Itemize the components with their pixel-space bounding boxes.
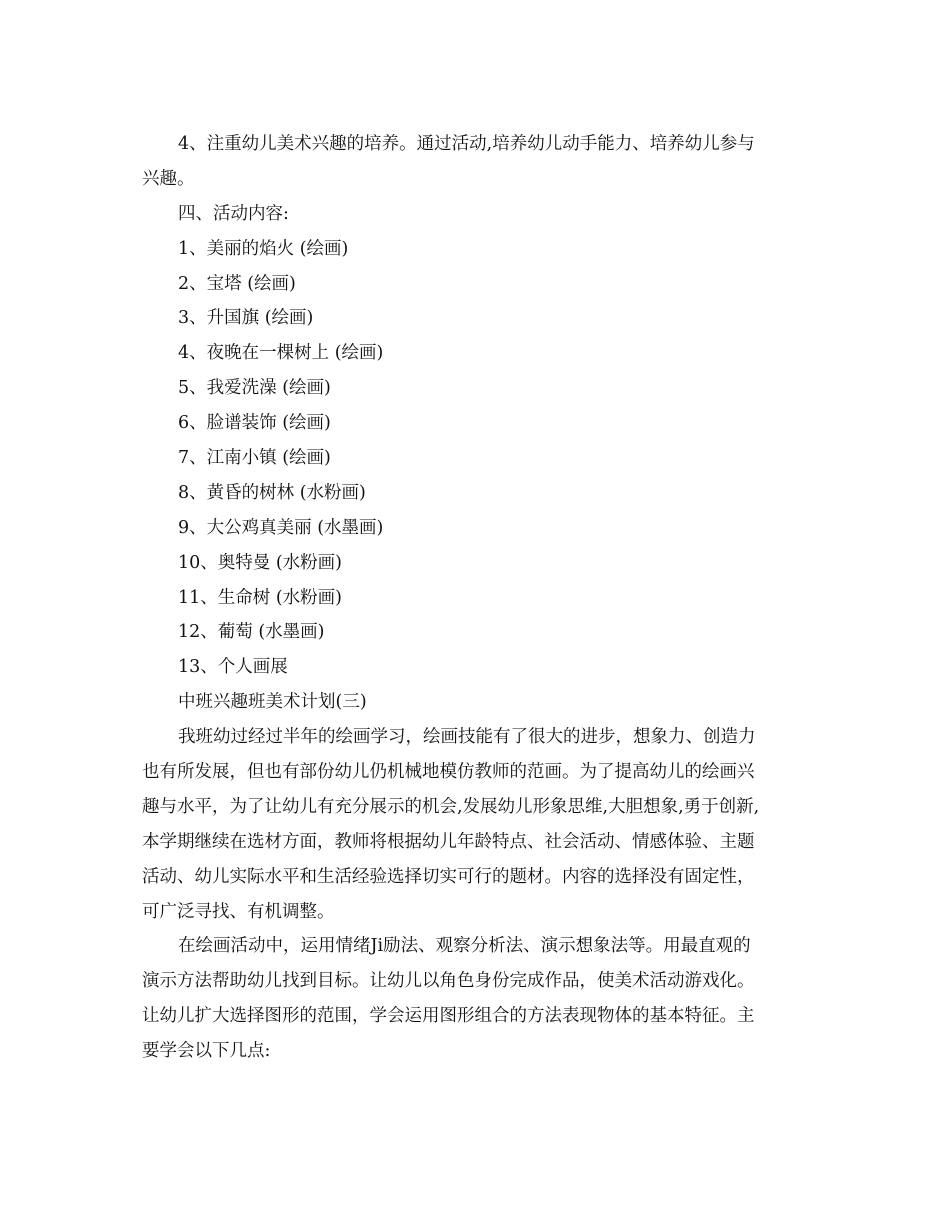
paragraph-line: 本学期继续在选材方面，教师将根据幼儿年龄特点、社会活动、情感体验、主题: [142, 831, 755, 852]
paragraph-line: 兴趣。: [142, 168, 195, 189]
paragraph-line: 活动、幼儿实际水平和生活经验选择切实可行的题材。内容的选择没有固定性，: [142, 866, 755, 887]
paragraph-line: 让幼儿扩大选择图形的范围，学会运用图形组合的方法表现物体的基本特征。主: [142, 1006, 755, 1027]
paragraph-line: 可广泛寻找、有机调整。: [142, 901, 335, 922]
paragraph-line: 我班幼过经过半年的绘画学习，绘画技能有了很大的进步，想象力、创造力: [178, 727, 756, 748]
list-item: 10、奥特曼 (水粉画): [178, 552, 342, 573]
paragraph-line: 趣与水平，为了让幼儿有充分展示的机会,发展幼儿形象思维,大胆想象,勇于创新,: [142, 796, 760, 817]
list-item: 2、宝塔 (绘画): [178, 273, 296, 294]
list-item: 1、美丽的焰火 (绘画): [178, 238, 349, 259]
list-item: 7、江南小镇 (绘画): [178, 448, 331, 469]
list-item: 6、脸谱装饰 (绘画): [178, 413, 331, 434]
paragraph-line: 在绘画活动中，运用情绪Ji励法、观察分析法、演示想象法等。用最直观的: [178, 936, 751, 957]
list-item: 8、黄昏的树林 (水粉画): [178, 482, 366, 503]
list-item: 4、夜晚在一棵树上 (绘画): [178, 343, 384, 364]
list-item: 13、个人画展: [178, 657, 288, 678]
paragraph-line: 演示方法帮助幼儿找到目标。让幼儿以角色身份完成作品，使美术活动游戏化。: [142, 971, 755, 992]
paragraph-line: 4、注重幼儿美术兴趣的培养。通过活动,培养幼儿动手能力、培养幼儿参与: [178, 134, 755, 154]
paragraph-line: 要学会以下几点:: [142, 1041, 271, 1062]
list-item: 12、葡萄 (水墨画): [178, 622, 325, 643]
document-title: 中班兴趣班美术计划(三): [178, 692, 367, 713]
section-heading: 四、活动内容:: [178, 203, 289, 224]
list-item: 11、生命树 (水粉画): [178, 587, 342, 608]
list-item: 3、升国旗 (绘画): [178, 308, 314, 329]
paragraph-line: 也有所发展，但也有部份幼儿仍机械地模仿教师的范画。为了提高幼儿的绘画兴: [142, 762, 755, 783]
list-item: 9、大公鸡真美丽 (水墨画): [178, 517, 384, 538]
list-item: 5、我爱洗澡 (绘画): [178, 378, 331, 399]
document-body: [142, 127, 810, 1069]
